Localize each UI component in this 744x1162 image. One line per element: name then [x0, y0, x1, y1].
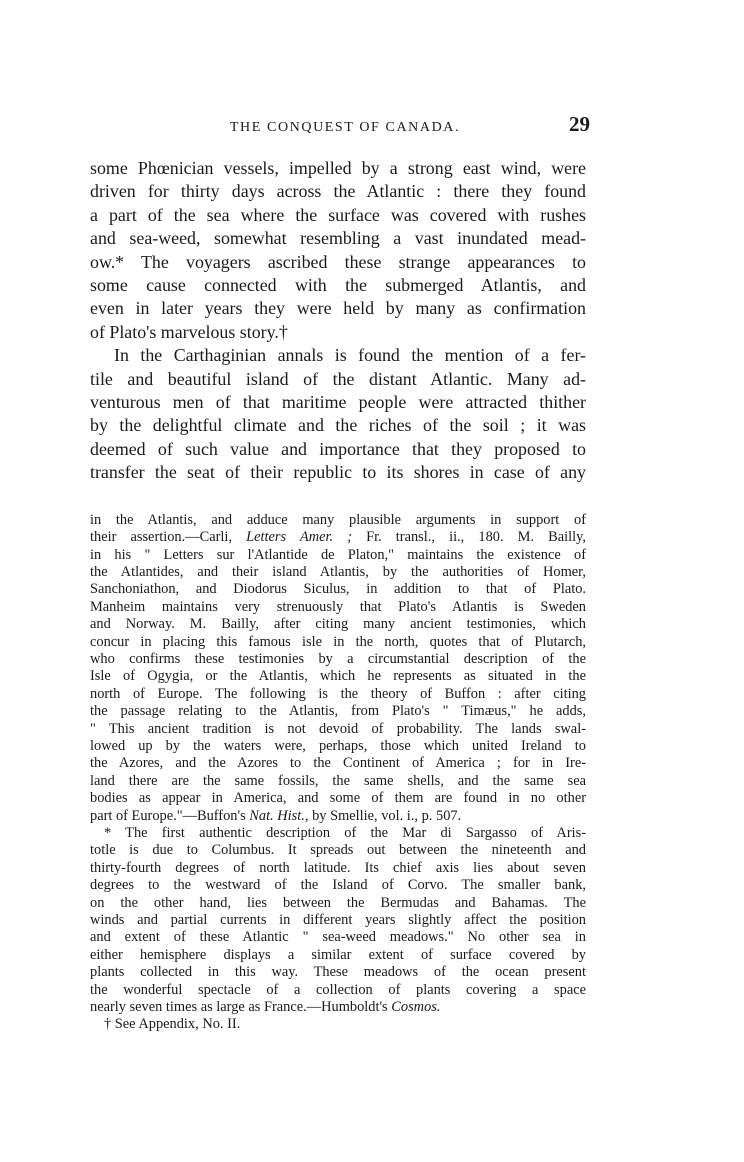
book-title: Nat. Hist., [249, 807, 309, 824]
footnote-text: Fr. transl., ii., 180. M. Bailly, [366, 529, 586, 546]
footnote-line: on the other hand, lies between the Bermudas and Bahamas. The [90, 894, 586, 911]
footnote-line: the Azores, and the Azores to the Continent of America ; for in Ire- [90, 755, 586, 772]
book-title: Letters Amer. ; [246, 529, 352, 546]
running-head [90, 112, 590, 142]
footnote-line: land there are the same fossils, the same shells, and the same sea [90, 772, 586, 789]
footnote-line: degrees to the westward of the Island of Corvo. The smaller bank, [90, 877, 586, 894]
body-line: In the Carthaginian annals is found the mention of a fer- [114, 345, 586, 366]
body-text [90, 157, 586, 485]
body-line: venturous men of that maritime people were attracted thither [90, 392, 586, 413]
body-line: some Phœnician vessels, impelled by a strong east wind, were [90, 158, 586, 178]
body-line: some cause connected with the submerged Atlantis, and [90, 275, 586, 296]
footnote-line: the Atlantides, and their island Atlantis, by the authorities of Homer, [90, 563, 586, 580]
footnote-line: Sanchoniathon, and Diodorus Siculus, in addition to that of Plato. [90, 581, 586, 598]
footnote-continued [90, 512, 586, 825]
footnote-line: and extent of these Atlantic " sea-weed meadows." No other sea in [90, 929, 586, 946]
footnote-line: winds and partial currents in different years slightly affect the position [90, 912, 586, 929]
footnote-text: nearly seven times as large as France.—Humboldt's [90, 999, 388, 1016]
body-line: even in later years they were held by many as confirmation [90, 298, 586, 319]
footnote-line: Isle of Ogygia, or the Atlantis, which he represents as situated in the [90, 668, 586, 685]
footnote-line: thirty-fourth degrees of north latitude. Its chief axis lies about seven [90, 859, 586, 876]
footnote-line: the wonderful spectacle of a collection of plants covering a space [90, 981, 586, 998]
footnote-line: and Norway. M. Bailly, after citing many ancient testimonies, which [90, 616, 586, 633]
body-line: transfer the seat of their republic to its shores in case of any [90, 462, 586, 483]
footnote-line: the passage relating to the Atlantis, from Plato's " Timæus," he adds, [90, 703, 586, 720]
book-title: Cosmos. [391, 999, 441, 1016]
running-title: THE CONQUEST OF CANADA. [229, 120, 461, 135]
footnote-line: lowed up by the waters were, perhaps, those which united Ireland to [90, 737, 586, 754]
footnote-line: in the Atlantis, and adduce many plausible arguments in support of [90, 511, 586, 528]
footnote-line: north of Europe. The following is the theory of Buffon : after citing [90, 685, 586, 702]
body-line: driven for thirty days across the Atlantic : there they found [90, 181, 586, 202]
body-line: ow.* The voyagers ascribed these strange appearances to [90, 251, 586, 272]
footnote-line: plants collected in this way. These meadows of the ocean present [90, 964, 586, 981]
footnote-line: bodies as appear in America, and some of them are found in no other [90, 790, 586, 807]
footnote-line: in his " Letters sur l'Atlantide de Platon," maintains the existence of [90, 546, 586, 563]
footnote-line: " This ancient tradition is not devoid of probability. The lands swal- [90, 720, 586, 737]
footnote-line [90, 808, 586, 825]
footnote-line: * The first authentic description of the Mar di Sargasso of Aris- [104, 825, 586, 841]
body-line: a part of the sea where the surface was covered with rushes [90, 204, 586, 225]
body-line: deemed of such value and importance that they proposed to [90, 438, 586, 459]
footnote-line: † See Appendix, No. II. [104, 1016, 241, 1033]
page-number: 29 [569, 112, 590, 136]
footnote-line: totle is due to Columbus. It spreads out between the nineteenth and [90, 842, 586, 859]
footnote-line [90, 999, 586, 1016]
footnote-text: their assertion.—Carli, [90, 529, 232, 546]
body-line: by the delightful climate and the riches of the soil ; it was [90, 415, 586, 436]
footnote-sargasso [90, 825, 586, 1016]
footnote-text: by Smellie, vol. i., p. 507. [312, 807, 462, 824]
body-line: tile and beautiful island of the distant Atlantic. Many ad- [90, 368, 586, 389]
footnotes [90, 512, 586, 1034]
footnote-line: who confirms these testimonies by a circumstantial description of the [90, 650, 586, 667]
footnote-line: concur in placing this famous isle in the north, quotes that of Plutarch, [90, 633, 586, 650]
body-line: and sea-weed, somewhat resembling a vast inundated mead- [90, 228, 586, 249]
footnote-line [90, 529, 586, 546]
book-page [90, 112, 590, 1034]
footnote-appendix [90, 1016, 586, 1033]
footnote-line: either hemisphere displays a similar extent of surface covered by [90, 946, 586, 963]
body-line: of Plato's marvelous story.† [90, 321, 288, 342]
footnote-line: Manheim maintains very strenuously that Plato's Atlantis is Sweden [90, 598, 586, 615]
footnote-text: part of Europe."—Buffon's [90, 807, 246, 824]
